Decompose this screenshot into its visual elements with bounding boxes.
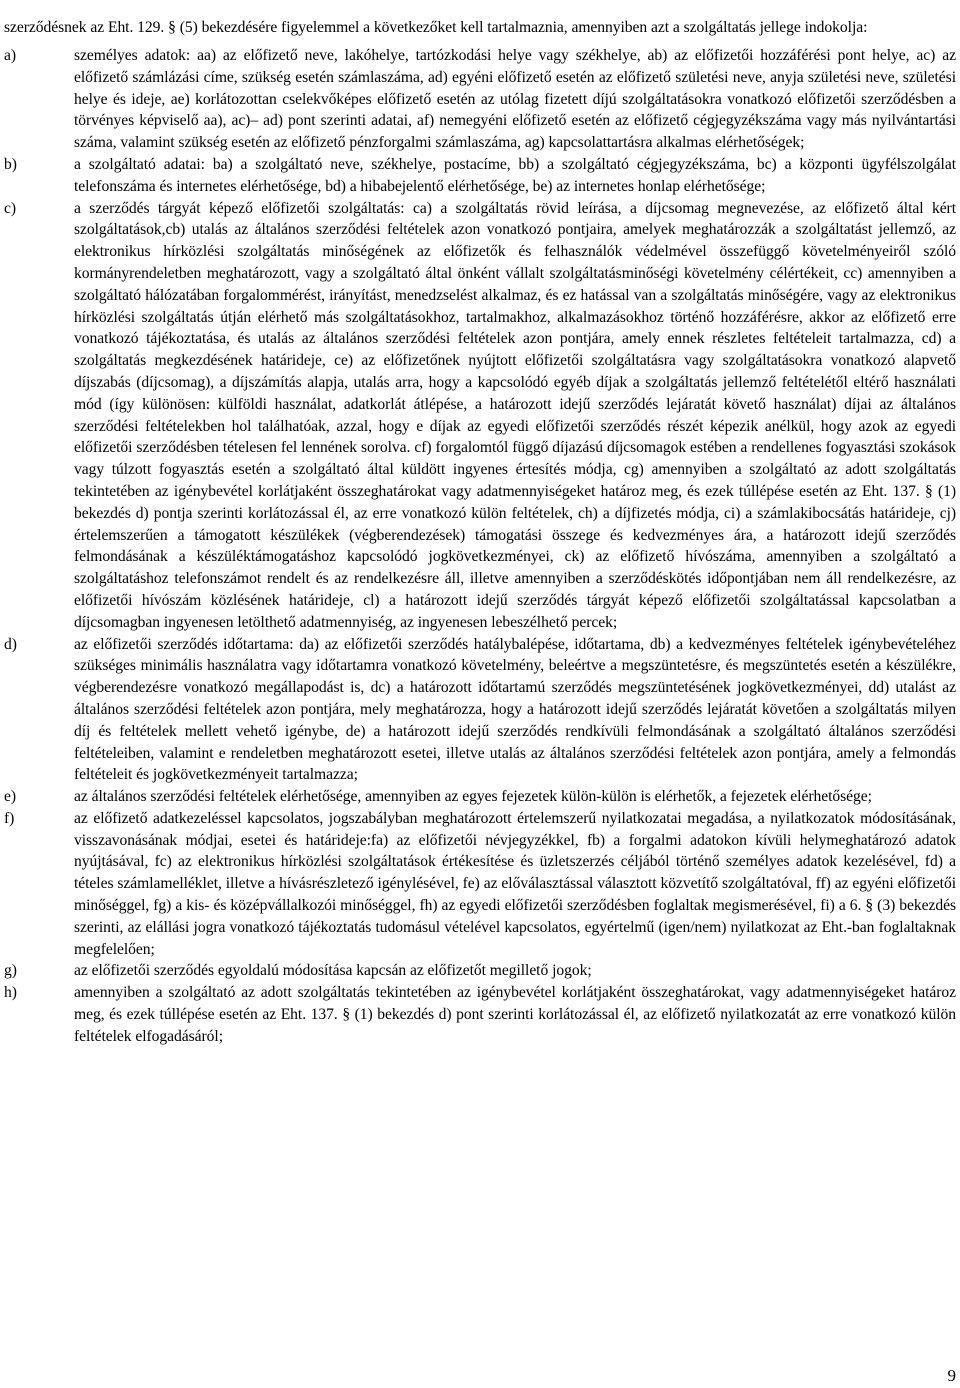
item-text: az általános szerződési feltételek elérhetősége, amennyiben az egyes fejezetek külön-külön is elérhetők, a fejezetek elérhetősége; (74, 788, 872, 806)
item-text: amennyiben a szolgáltató az adott szolgáltatás tekintetében az igénybevétel korlátjaként összeghatárokat, vagy adatmennyiségeket határoz meg, és ezek túllépése esetén az Eht. 137. § (1) bekezdés d) pont szerinti korlátozással él, az előfizető nyilatkozatát az erre vonatkozó külön feltételek elfogadásáról; (74, 984, 956, 1045)
item-text: a szerződés tárgyát képező előfizetői szolgáltatás: ca) a szolgáltatás rövid leírása, a díjcsomag megnevezése, az előfizető által kért szolgáltatások,cb) utalás az általános szerződési feltételek azon vonatkozó pontjaira, amelyek meghatározzák a szolgáltatást jellemző, az elektronikus hírközlési szolgáltatás minőségének az előfizetők és felhasználók védelmével összefüggő követelményeiről szóló kormányrendeletben meghatározott, vagy a szolgáltató által önként vállalt szolgáltatásminőségi követelmény célértékeit, cc) amennyiben a szolgáltató hálózatában forgalommérést, irányítást, menedzselést alkalmaz, és ez hatással van a szolgáltatás minőségére, vagy az elektronikus hírközlési szolgáltatás útján elérhető más szolgáltatásokhoz, tartalmakhoz, alkalmazásokhoz történő hozzáférésre, akkor az előfizető erre vonatkozó tájékoztatása, és utalás az általános szerződési feltételek azon pontjára, amely ennek részletes feltételeit tartalmazza, cd) a szolgáltatás megkezdésének határideje, ce) az előfizetőnek nyújtott előfizetői szolgáltatásra vagy szolgáltatásokra vonatkozó alapvető díjszabás (díjcsomag), a díjszámítás alapja, utalás arra, hogy a kapcsolódó egyéb díjak a szolgáltatás jellemző feltételétől eltérő használati mód (így különösen: külföldi használat, adatkorlát átlépése, a határozott idejű szerződés lejáratát követő használat) díjai az általános szerződési feltételekben hol találhatóak, azzal, hogy e díjak az egyedi előfizetői szerződés részét képezik anélkül, hogy azok az egyedi előfizetői szerződésben tételesen fel lennének sorolva. cf) forgalomtól függő díjazású díjcsomagok estében a rendellenes fogyasztási szokások vagy túlzott fogyasztás esetén a szolgáltató által küldött ingyenes értesítés módja, cg) amennyiben a szolgáltató az adott szolgáltatás tekintetében az igénybevétel korlátjaként összeghatárokat vagy adatmennyiségeket határoz meg, és ezek túllépése esetén az Eht. 137. § (1) bekezdés d) pontja szerinti korlátozással él, az erre vonatkozó külön feltételek, ch) a díjfizetés módja, ci) a számlakibocsátás határideje, cj) értelemszerűen a támogatott készülékek (végberendezések) támogatási összege és kedvezményes ára, a határozott idejű szerződés felmondásának a készüléktámogatáshoz kapcsolódó jogkövetkezményei, ck) az előfizető hívószáma, amennyiben a szolgáltató a szolgáltatáshoz telefonszámot rendelt és az rendelkezésre áll, illetve amennyiben a szerződéskötés időpontjában nem áll rendelkezésre, az előfizetői hívószám közlésének határideje, cl) a határozott idejű szerződés tárgyát képező előfizetői szolgáltatással kapcsolatban a díjcsomagban ingyenesen letölthető adatmennyiség, az ingyenesen lebeszélhető percek; (74, 199, 956, 631)
item-text: az előfizetői szerződés egyoldalú módosítása kapcsán az előfizetőt megillető jogok; (74, 962, 592, 980)
item-marker: h) (4, 984, 17, 1002)
list-item-g (4, 960, 956, 982)
list-item-e (4, 786, 956, 808)
item-marker: e) (4, 788, 17, 806)
list-item-h (4, 982, 956, 1047)
item-text: az előfizető adatkezeléssel kapcsolatos, jogszabályban meghatározott értelemszerű nyilatkozatai megadása, a nyilatkozatok módosításának, visszavonásának módjai, esetei és határideje:fa) az előfizetői névjegyzékkel, fb) a forgalmi adatokon kívüli helymeghatározó adatok nyújtásával, fc) az elektronikus hírközlési szolgáltatások értékesítése és üzletszerzés céljából történő személyes adatok kezelésével, fd) a tételes számlamelléklet, illetve a hívásrészletező igénylésével, fe) az előválasztással választott közvetítő szolgáltatóval, ff) az egyéni előfizetői minőséggel, fg) a kis- és középvállalkozói minőséggel, fh) az egyedi előfizetői szerződésben foglaltak megismerésével, fi) a 6. § (3) bekezdés szerinti, az elállási jogra vonatkozó tájékoztatás tudomásul vételével kapcsolatos, egyértelmű (igen/nem) nyilatkozat az Eht.-ban foglaltaknak megfelelően; (74, 809, 956, 958)
list-item-f (4, 808, 956, 961)
item-marker: g) (4, 962, 17, 980)
item-marker: c) (4, 199, 17, 217)
contract-content-list (4, 45, 956, 1048)
list-item-b (4, 154, 956, 198)
item-text: a szolgáltató adatai: ba) a szolgáltató neve, székhelye, postacíme, bb) a szolgáltató cégjegyzékszáma, bc) a központi ügyfélszolgálat telefonszáma és internetes elérhetősége, bd) a hibabejelentő elérhetősége, be) az internetes honlap elérhetősége; (74, 155, 956, 195)
item-marker: f) (4, 809, 15, 827)
item-marker: d) (4, 635, 17, 653)
intro-paragraph: szerződésnek az Eht. 129. § (5) bekezdésére figyelemmel a következőket kell tartalmaznia, amennyiben azt a szolgáltatás jellege indokolja: (4, 18, 868, 36)
page-number: 9 (947, 1366, 956, 1385)
item-text: személyes adatok: aa) az előfizető neve, lakóhelye, tartózkodási helye vagy székhelye, ab) az előfizetői hozzáférési pont helye, ac) az előfizető számlázási címe, szükség esetén számlaszáma, ad) egyéni előfizető esetén az előfizető születési neve, anyja születési neve, születési helye és ideje, ae) korlátozottan cselekvőképes előfizető esetén az utólag fizetett díjú szolgáltatásokra vonatkozó előfizetői szerződésben a törvényes képviselő aa), ac)– ad) pont szerinti adatai, af) nemegyéni előfizető esetén az előfizető cégjegyzékszáma vagy más nyilvántartási száma, valamint szükség esetén az előfizető pénzforgalmi számlaszáma, ag) kapcsolattartásra alkalmas elérhetőségek; (74, 47, 956, 152)
item-marker: a) (4, 47, 17, 64)
item-text: az előfizetői szerződés időtartama: da) az előfizetői szerződés hatálybalépése, időtartama, db) a kedvezményes feltételek igénybevételéhez szükséges minimális használatra vagy időtartamra vonatkozó követelmény, beleértve a megszüntetésre, és megszüntetés esetén a készülékre, végberendezésre vonatkozó megállapodást is, dc) a határozott időtartamú szerződés megszüntetésének jogkövetkezményei, dd) utalást az általános szerződési feltételek azon pontjára, mely meghatározza, hogy a határozott idejű szerződés lejáratát követően a szolgáltatás milyen díj és feltételek mellett vehető igénybe, de) a határozott idejű szerződés rendkívüli felmondásának a szolgáltató általános szerződési feltételeiben, valamint e rendeletben meghatározott esetei, illetve utalás az általános szerződési feltételek azon pontjára, amely a felmondás feltételeit és jogkövetkezményeit tartalmazza; (74, 635, 956, 784)
list-item-d (4, 634, 956, 787)
list-item-a (4, 45, 956, 154)
item-marker: b) (4, 155, 17, 173)
list-item-c (4, 198, 956, 634)
